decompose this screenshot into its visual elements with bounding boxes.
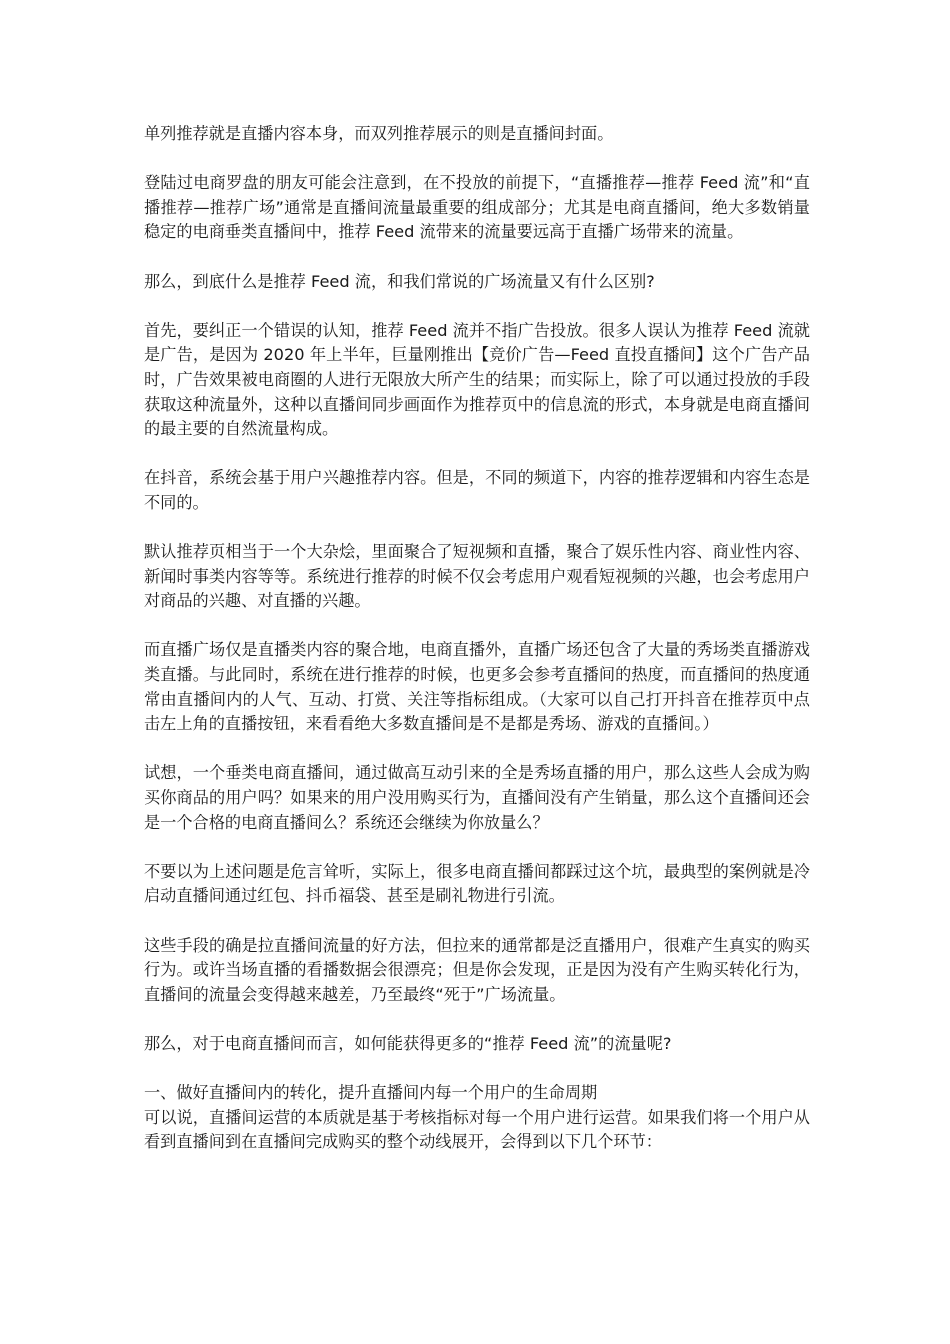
paragraph-5: 在抖音，系统会基于用户兴趣推荐内容。但是，不同的频道下，内容的推荐逻辑和内容生态是不同的。 xyxy=(144,468,810,512)
paragraph-8: 试想，一个垂类电商直播间，通过做高互动引来的全是秀场直播的用户，那么这些人会成为购买你商品的用户吗？如果来的用户没用购买行为，直播间没有产生销量，那么这个直播间还会是一个合格的电商直播间么？系统还会继续为你放量么？ xyxy=(144,763,810,832)
paragraph-7: 而直播广场仅是直播类内容的聚合地，电商直播外，直播广场还包含了大量的秀场类直播游戏类直播。与此同时，系统在进行推荐的时候，也更多会参考直播间的热度，而直播间的热度通常由直播间内的人气、互动、打赏、关注等指标组成。（大家可以自己打开抖音在推荐页中点击左上角的直播按钮，来看看绝大多数直播间是不是都是秀场、游戏的直播间。） xyxy=(144,640,810,734)
paragraph-6: 默认推荐页相当于一个大杂烩，里面聚合了短视频和直播，聚合了娱乐性内容、商业性内容、新闻时事类内容等等。系统进行推荐的时候不仅会考虑用户观看短视频的兴趣，也会考虑用户对商品的兴趣、对直播的兴趣。 xyxy=(144,542,810,611)
paragraph-3: 那么，到底什么是推荐 Feed 流，和我们常说的广场流量又有什么区别? xyxy=(144,271,655,291)
section-heading-1: 一、做好直播间内的转化，提升直播间内每一个用户的生命周期 xyxy=(144,1083,598,1103)
paragraph-10: 这些手段的确是拉直播间流量的好方法，但拉来的通常都是泛直播用户，很难产生真实的购买行为。或许当场直播的看播数据会很漂亮；但是你会发现，正是因为没有产生购买转化行为，直播间的流量会变得越来越差，乃至最终“死于”广场流量。 xyxy=(144,935,810,1004)
paragraph-12: 可以说，直播间运营的本质就是基于考核指标对每一个用户进行运营。如果我们将一个用户从看到直播间到在直播间完成购买的整个动线展开，会得到以下几个环节： xyxy=(144,1107,810,1152)
paragraph-11: 那么，对于电商直播间而言，如何能获得更多的“推荐 Feed 流”的流量呢? xyxy=(144,1033,672,1053)
paragraph-9: 不要以为上述问题是危言耸听，实际上，很多电商直播间都踩过这个坑，最典型的案例就是冷启动直播间通过红包、抖币福袋、甚至是刷礼物进行引流。 xyxy=(144,861,810,906)
paragraph-2: 登陆过电商罗盘的朋友可能会注意到，在不投放的前提下，“直播推荐—推荐 Feed 流”和“直播推荐—推荐广场”通常是直播间流量最重要的组成部分；尤其是电商直播间，绝大多数销量稳定的电商垂类直播间中，推荐 Feed 流带来的流量要远高于直播广场带来的流量。 xyxy=(144,173,810,242)
paragraph-4: 首先，要纠正一个错误的认知，推荐 Feed 流并不指广告投放。很多人误认为推荐 Feed 流就是广告，是因为 2020 年上半年，巨量刚推出【竞价广告—Feed 直投直播间】这个广告产品时，广告效果被电商圈的人进行无限放大所产生的结果；而实际上，除了可以通过投放的手段获取这种流量外，这种以直播间同步画面作为推荐页中的信息流的形式，本身就是电商直播间的最主要的自然流量构成。 xyxy=(144,320,810,439)
document-body xyxy=(144,122,810,1180)
paragraph-1: 单列推荐就是直播内容本身，而双列推荐展示的则是直播间封面。 xyxy=(144,124,614,143)
